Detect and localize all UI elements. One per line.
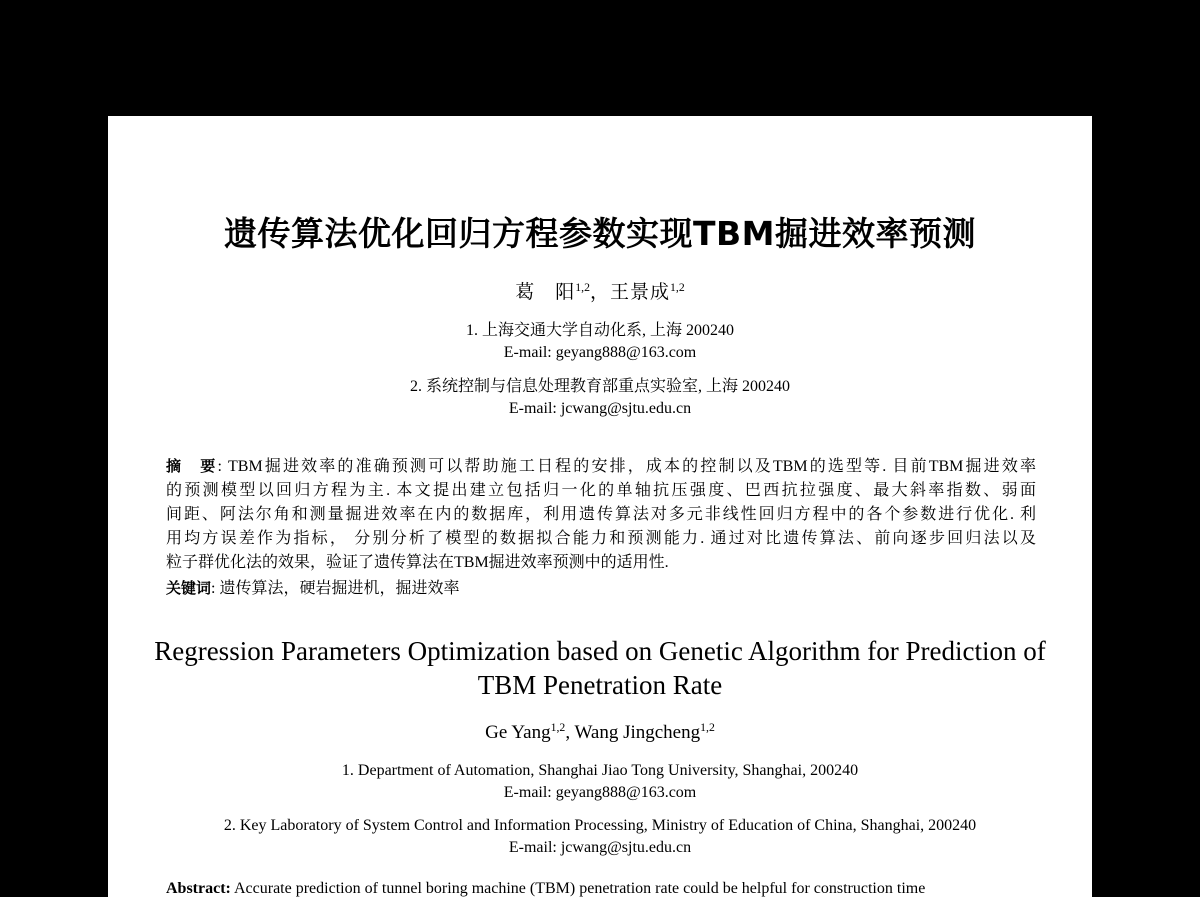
affiliation-email: E-mail: geyang888@163.com — [503, 344, 697, 361]
abstract-line: 的预测模型以回归方程为主. 本文提出建立包括归一化的单轴抗压强度、巴西抗拉强度、最大斜率指数、弱面 — [166, 482, 1036, 499]
abstract-label: Abstract: — [166, 880, 231, 897]
author-separator: , — [565, 722, 575, 743]
author-name: 王景成 — [610, 282, 671, 303]
keywords-colon: : — [211, 580, 220, 597]
title-line: TBM Penetration Rate — [477, 670, 723, 700]
affiliation-1-english — [108, 760, 1092, 804]
affiliation-2-chinese — [108, 376, 1092, 420]
author-affiliation-marker: 1,2 — [700, 720, 715, 734]
title-line: Regression Parameters Optimization based on Genetic Algorithm for Prediction of — [154, 636, 1046, 666]
abstract-text: Accurate prediction of tunnel boring machine (TBM) penetration rate could be helpful for construction time — [230, 880, 926, 897]
keywords-chinese — [166, 576, 459, 601]
affiliation-email: E-mail: geyang888@163.com — [503, 784, 697, 801]
abstract-label: 摘 要 — [166, 457, 218, 475]
abstract-line: 粒子群优化法的效果，验证了遗传算法在TBM掘进效率预测中的适用性. — [166, 554, 669, 571]
affiliation-2-english — [108, 815, 1092, 859]
paper-title-english — [108, 634, 1092, 702]
affiliation-line: 2. Key Laboratory of System Control and Information Processing, Ministry of Education of China, Shanghai, 200240 — [223, 817, 977, 834]
keywords-text: 遗传算法，硬岩掘进机，掘进效率 — [219, 580, 460, 597]
affiliation-email: E-mail: jcwang@sjtu.edu.cn — [508, 400, 692, 417]
paper-title-chinese: 遗传算法优化回归方程参数实现TBM掘进效率预测 — [223, 214, 976, 253]
affiliation-email: E-mail: jcwang@sjtu.edu.cn — [508, 839, 692, 856]
abstract-line: 间距、阿法尔角和测量掘进效率在内的数据库，利用遗传算法对多元非线性回归方程中的各个参数进行优化. 利 — [166, 506, 1036, 523]
author-affiliation-marker: 1,2 — [550, 720, 566, 734]
author-affiliation-marker: 1,2 — [670, 280, 685, 294]
author-affiliation-marker: 1,2 — [575, 280, 590, 294]
affiliation-line: 1. 上海交通大学自动化系, 上海 200240 — [465, 322, 734, 339]
abstract-colon: : — [217, 458, 229, 475]
author-name: Ge Yang — [485, 722, 551, 743]
affiliation-line: 2. 系统控制与信息处理教育部重点实验室, 上海 200240 — [409, 378, 790, 395]
affiliation-line: 1. Department of Automation, Shanghai Jiao Tong University, Shanghai, 200240 — [341, 762, 859, 779]
author-name: 葛 阳 — [515, 282, 576, 303]
abstract-english — [166, 878, 1036, 897]
abstract-text: TBM掘进效率的准确预测可以帮助施工日程的安排，成本的控制以及TBM的选型等. 目前TBM掘进效率 — [228, 458, 1036, 475]
paper-page — [108, 116, 1092, 897]
keywords-label: 关键词 — [166, 579, 212, 597]
abstract-line — [166, 454, 1036, 479]
abstract-chinese — [166, 454, 1036, 575]
affiliation-1-chinese — [108, 320, 1092, 364]
author-name: Wang Jingcheng — [574, 722, 701, 743]
author-separator: ， — [589, 282, 610, 303]
authors-chinese — [108, 277, 1092, 304]
abstract-line: 用均方误差作为指标， 分别分析了模型的数据拟合能力和预测能力. 通过对比遗传算法、前向逐步回归法以及 — [166, 530, 1036, 547]
authors-english — [108, 722, 1092, 744]
